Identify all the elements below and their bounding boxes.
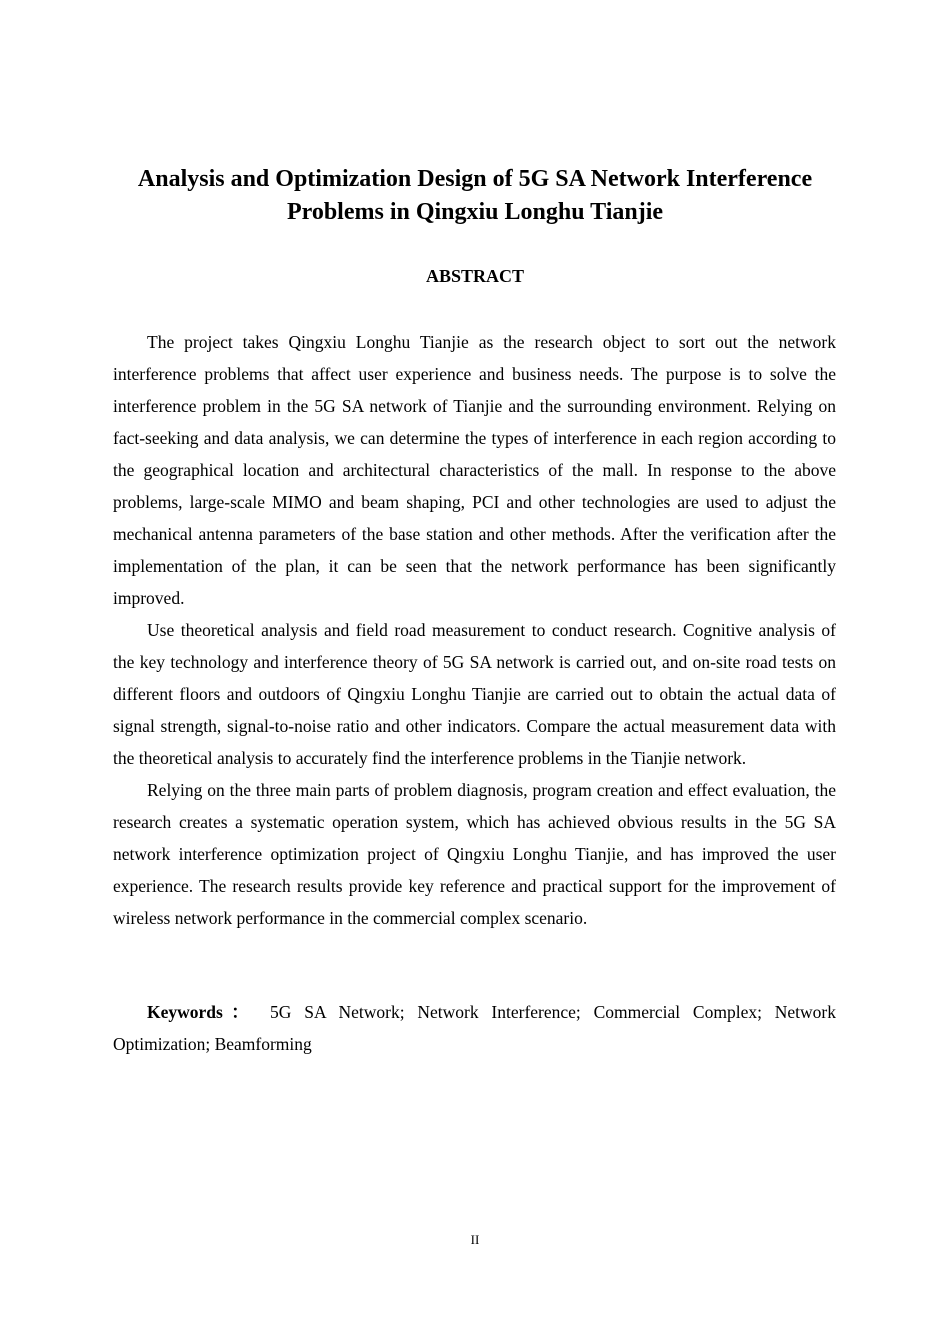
abstract-heading: ABSTRACT [425,266,525,286]
abstract-paragraph-1: The project takes Qingxiu Longhu Tianjie as the research object to sort out the network interference problems that affect user experience and business needs. The purpose is to solve the interference problem in the 5G SA network of Tianjie and the surrounding environment. Relying on fact-seeking and data analysis, we can determine the types of interference in each region according to the geographical location and architectural characteristics of the mall. In response to the above problems, large-scale MIMO and beam shaping, PCI and other technologies are used to adjust the mechanical antenna parameters of the base station and other methods. After the verification after the implementation of the plan, it can be seen that the network performance has been significantly improved. [113,332,836,608]
abstract-body [113,326,836,934]
keywords-line [113,996,836,1060]
page-number: II [470,1232,480,1247]
title-line-2: Problems in Qingxiu Longhu Tianjie [286,199,664,225]
keywords-label: Keywords： [147,1002,258,1022]
document-title [100,163,850,229]
keywords-text: 5G SA Network; Network Interference; Commercial Complex; Network Optimization; Beamforming [113,1002,836,1054]
title-line-1: Analysis and Optimization Design of 5G SA Network Interference [137,166,813,192]
abstract-paragraph-3: Relying on the three main parts of problem diagnosis, program creation and effect evaluation, the research creates a systematic operation system, which has achieved obvious results in the 5G SA network interference optimization project of Qingxiu Longhu Tianjie, and has improved the user experience. The research results provide key reference and practical support for the improvement of wireless network performance in the commercial complex scenario. [113,780,836,928]
abstract-paragraph-2: Use theoretical analysis and field road measurement to conduct research. Cognitive analysis of the key technology and interference theory of 5G SA network is carried out, and on-site road tests on different floors and outdoors of Qingxiu Longhu Tianjie are carried out to obtain the actual data of signal strength, signal-to-noise ratio and other indicators. Compare the actual measurement data with the theoretical analysis to accurately find the interference problems in the Tianjie network. [113,620,836,768]
